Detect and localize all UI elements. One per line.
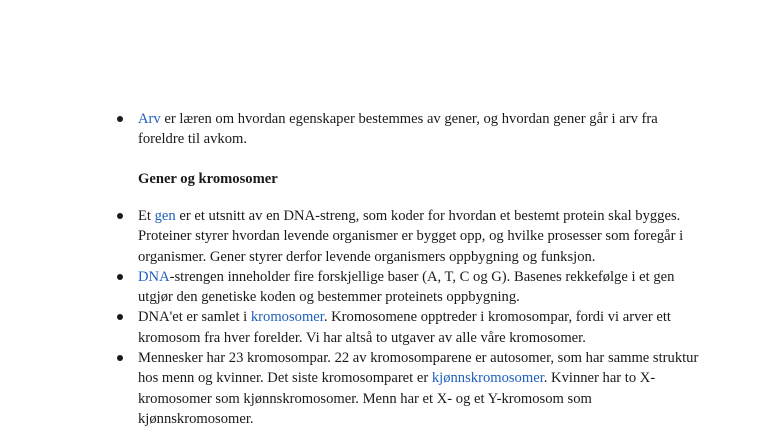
bullet-icon [117, 314, 123, 320]
item-text-pre: DNA'et er samlet i [138, 309, 251, 326]
list-item [112, 109, 702, 150]
link-gen[interactable]: gen [154, 208, 176, 224]
genes-list [112, 206, 702, 429]
link-kjonnskromosomer[interactable]: kjønnskromosomer [431, 370, 544, 387]
item-text-post: er et utsnitt av en DNA-streng, som koder for hvordan et bestemt protein skal bygges. Proteiner styrer hvordan levende organismer er bygget opp, og hvilke prosesser som foregår i organismer. Gener styrer derfor levende organismers oppbygning og funksjon. [138, 208, 684, 265]
list-item [112, 206, 702, 267]
list-item [112, 307, 702, 348]
bullet-icon [117, 274, 123, 280]
item-text-pre: Et [138, 208, 155, 224]
link-kromosomer[interactable]: kromosomer [250, 309, 324, 326]
item-text: er læren om hvordan egenskaper bestemmes av gener, og hvordan gener går i arv fra foreldre til avkom. [138, 111, 658, 148]
item-text-pre: Mennesker har 23 kromosompar. 22 av kromosomparene er autosomer, som har samme struktur hos menn og kvinner. Det siste kromosomparet er [138, 350, 699, 387]
list-item [112, 267, 702, 308]
item-text-post: -strengen inneholder fire forskjellige baser (A, T, C og G). Basenes rekkefølge i et gen utgjør den genetiske koden og bestemmer proteinets oppbygning. [138, 268, 675, 306]
bullet-icon [117, 355, 123, 361]
item-text-post: . Kromosomene opptreder i kromosompar, fordi vi arver ett kromosom fra hver forelder. Vi har altså to utgaver av alle våre kromosomer. [138, 309, 671, 346]
link-dna[interactable]: DNA [138, 268, 170, 285]
section-heading: Gener og kromosomer [138, 171, 278, 187]
item-text-post: . Kvinner har to X-kromosomer som kjønnskromosomer. Menn har et X- og et Y-kromosom som kjønnskromosomer. [138, 370, 656, 427]
intro-list [112, 109, 702, 150]
link-arv[interactable]: Arv [138, 111, 161, 127]
bullet-icon [117, 213, 123, 219]
bullet-icon [117, 116, 123, 122]
list-item [112, 348, 702, 429]
